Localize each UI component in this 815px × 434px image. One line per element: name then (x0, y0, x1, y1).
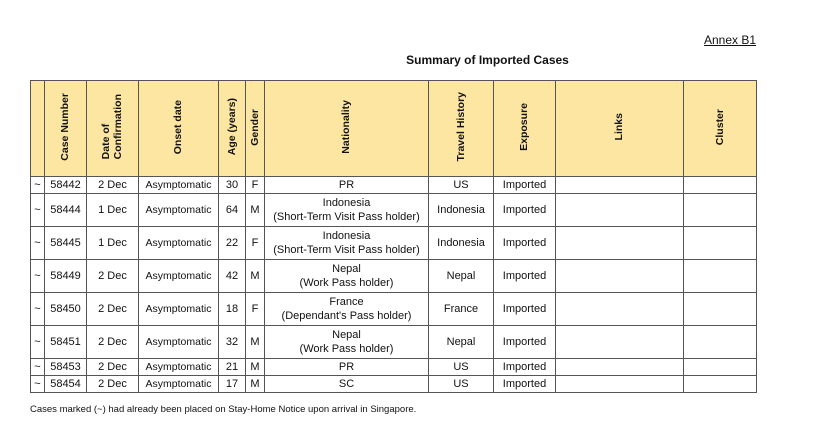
nationality: PR (265, 177, 429, 194)
exposure: Imported (494, 260, 556, 293)
links (556, 227, 684, 260)
case-number: 58454 (45, 376, 87, 393)
table-row (31, 326, 757, 359)
age: 64 (219, 194, 246, 227)
links (556, 177, 684, 194)
travel-history: US (429, 177, 494, 194)
onset-date: Asymptomatic (139, 359, 219, 376)
header-gender: Gender (246, 81, 265, 177)
table-row (31, 227, 757, 260)
gender: M (246, 376, 265, 393)
links (556, 376, 684, 393)
case-number: 58450 (45, 293, 87, 326)
gender: F (246, 293, 265, 326)
nationality: Indonesia (Short-Term Visit Pass holder) (265, 194, 429, 227)
cluster (684, 293, 757, 326)
links (556, 194, 684, 227)
table-row (31, 293, 757, 326)
page-title: Summary of Imported Cases (406, 53, 569, 67)
header-onset-date: Onset date (139, 81, 219, 177)
gender: M (246, 326, 265, 359)
age: 32 (219, 326, 246, 359)
table-row (31, 260, 757, 293)
table-row (31, 194, 757, 227)
nationality: SC (265, 376, 429, 393)
shn-mark: ~ (31, 194, 45, 227)
gender: M (246, 359, 265, 376)
exposure: Imported (494, 177, 556, 194)
cluster (684, 359, 757, 376)
imported-cases-table (30, 80, 757, 393)
links (556, 326, 684, 359)
shn-mark: ~ (31, 177, 45, 194)
header-date-of-confirmation: Date of Confirmation (87, 81, 139, 177)
annex-label: Annex B1 (704, 33, 757, 47)
travel-history: Nepal (429, 326, 494, 359)
onset-date: Asymptomatic (139, 326, 219, 359)
case-number: 58445 (45, 227, 87, 260)
shn-mark: ~ (31, 293, 45, 326)
header-cluster: Cluster (684, 81, 757, 177)
header-case-number: Case Number (45, 81, 87, 177)
confirmation-date: 2 Dec (87, 293, 139, 326)
footnote: Cases marked (~) had already been placed on Stay-Home Notice upon arrival in Singapore. (30, 404, 417, 415)
age: 30 (219, 177, 246, 194)
exposure: Imported (494, 326, 556, 359)
header-links: Links (556, 81, 684, 177)
onset-date: Asymptomatic (139, 260, 219, 293)
gender: F (246, 227, 265, 260)
cluster (684, 376, 757, 393)
confirmation-date: 1 Dec (87, 227, 139, 260)
confirmation-date: 1 Dec (87, 194, 139, 227)
case-number: 58453 (45, 359, 87, 376)
age: 21 (219, 359, 246, 376)
nationality: France (Dependant's Pass holder) (265, 293, 429, 326)
header-row (31, 81, 757, 177)
links (556, 260, 684, 293)
links (556, 359, 684, 376)
exposure: Imported (494, 227, 556, 260)
travel-history: France (429, 293, 494, 326)
travel-history: Indonesia (429, 227, 494, 260)
gender: M (246, 194, 265, 227)
confirmation-date: 2 Dec (87, 177, 139, 194)
nationality: Nepal (Work Pass holder) (265, 326, 429, 359)
exposure: Imported (494, 359, 556, 376)
links (556, 293, 684, 326)
nationality: PR (265, 359, 429, 376)
gender: M (246, 260, 265, 293)
shn-mark: ~ (31, 326, 45, 359)
cluster (684, 326, 757, 359)
header-mark (31, 81, 45, 177)
age: 22 (219, 227, 246, 260)
table-row (31, 177, 757, 194)
shn-mark: ~ (31, 376, 45, 393)
onset-date: Asymptomatic (139, 293, 219, 326)
case-number: 58444 (45, 194, 87, 227)
travel-history: US (429, 376, 494, 393)
onset-date: Asymptomatic (139, 376, 219, 393)
case-number: 58451 (45, 326, 87, 359)
confirmation-date: 2 Dec (87, 260, 139, 293)
age: 42 (219, 260, 246, 293)
onset-date: Asymptomatic (139, 177, 219, 194)
nationality: Nepal (Work Pass holder) (265, 260, 429, 293)
cluster (684, 260, 757, 293)
header-nationality: Nationality (265, 81, 429, 177)
travel-history: US (429, 359, 494, 376)
cluster (684, 194, 757, 227)
confirmation-date: 2 Dec (87, 359, 139, 376)
header-age: Age (years) (219, 81, 246, 177)
exposure: Imported (494, 376, 556, 393)
table-row (31, 359, 757, 376)
case-number: 58449 (45, 260, 87, 293)
shn-mark: ~ (31, 260, 45, 293)
onset-date: Asymptomatic (139, 194, 219, 227)
shn-mark: ~ (31, 359, 45, 376)
cluster (684, 227, 757, 260)
age: 17 (219, 376, 246, 393)
gender: F (246, 177, 265, 194)
onset-date: Asymptomatic (139, 227, 219, 260)
travel-history: Indonesia (429, 194, 494, 227)
header-travel-history: Travel History (429, 81, 494, 177)
table-row (31, 376, 757, 393)
header-exposure: Exposure (494, 81, 556, 177)
confirmation-date: 2 Dec (87, 326, 139, 359)
exposure: Imported (494, 194, 556, 227)
age: 18 (219, 293, 246, 326)
confirmation-date: 2 Dec (87, 376, 139, 393)
nationality: Indonesia (Short-Term Visit Pass holder) (265, 227, 429, 260)
exposure: Imported (494, 293, 556, 326)
shn-mark: ~ (31, 227, 45, 260)
cluster (684, 177, 757, 194)
case-number: 58442 (45, 177, 87, 194)
travel-history: Nepal (429, 260, 494, 293)
